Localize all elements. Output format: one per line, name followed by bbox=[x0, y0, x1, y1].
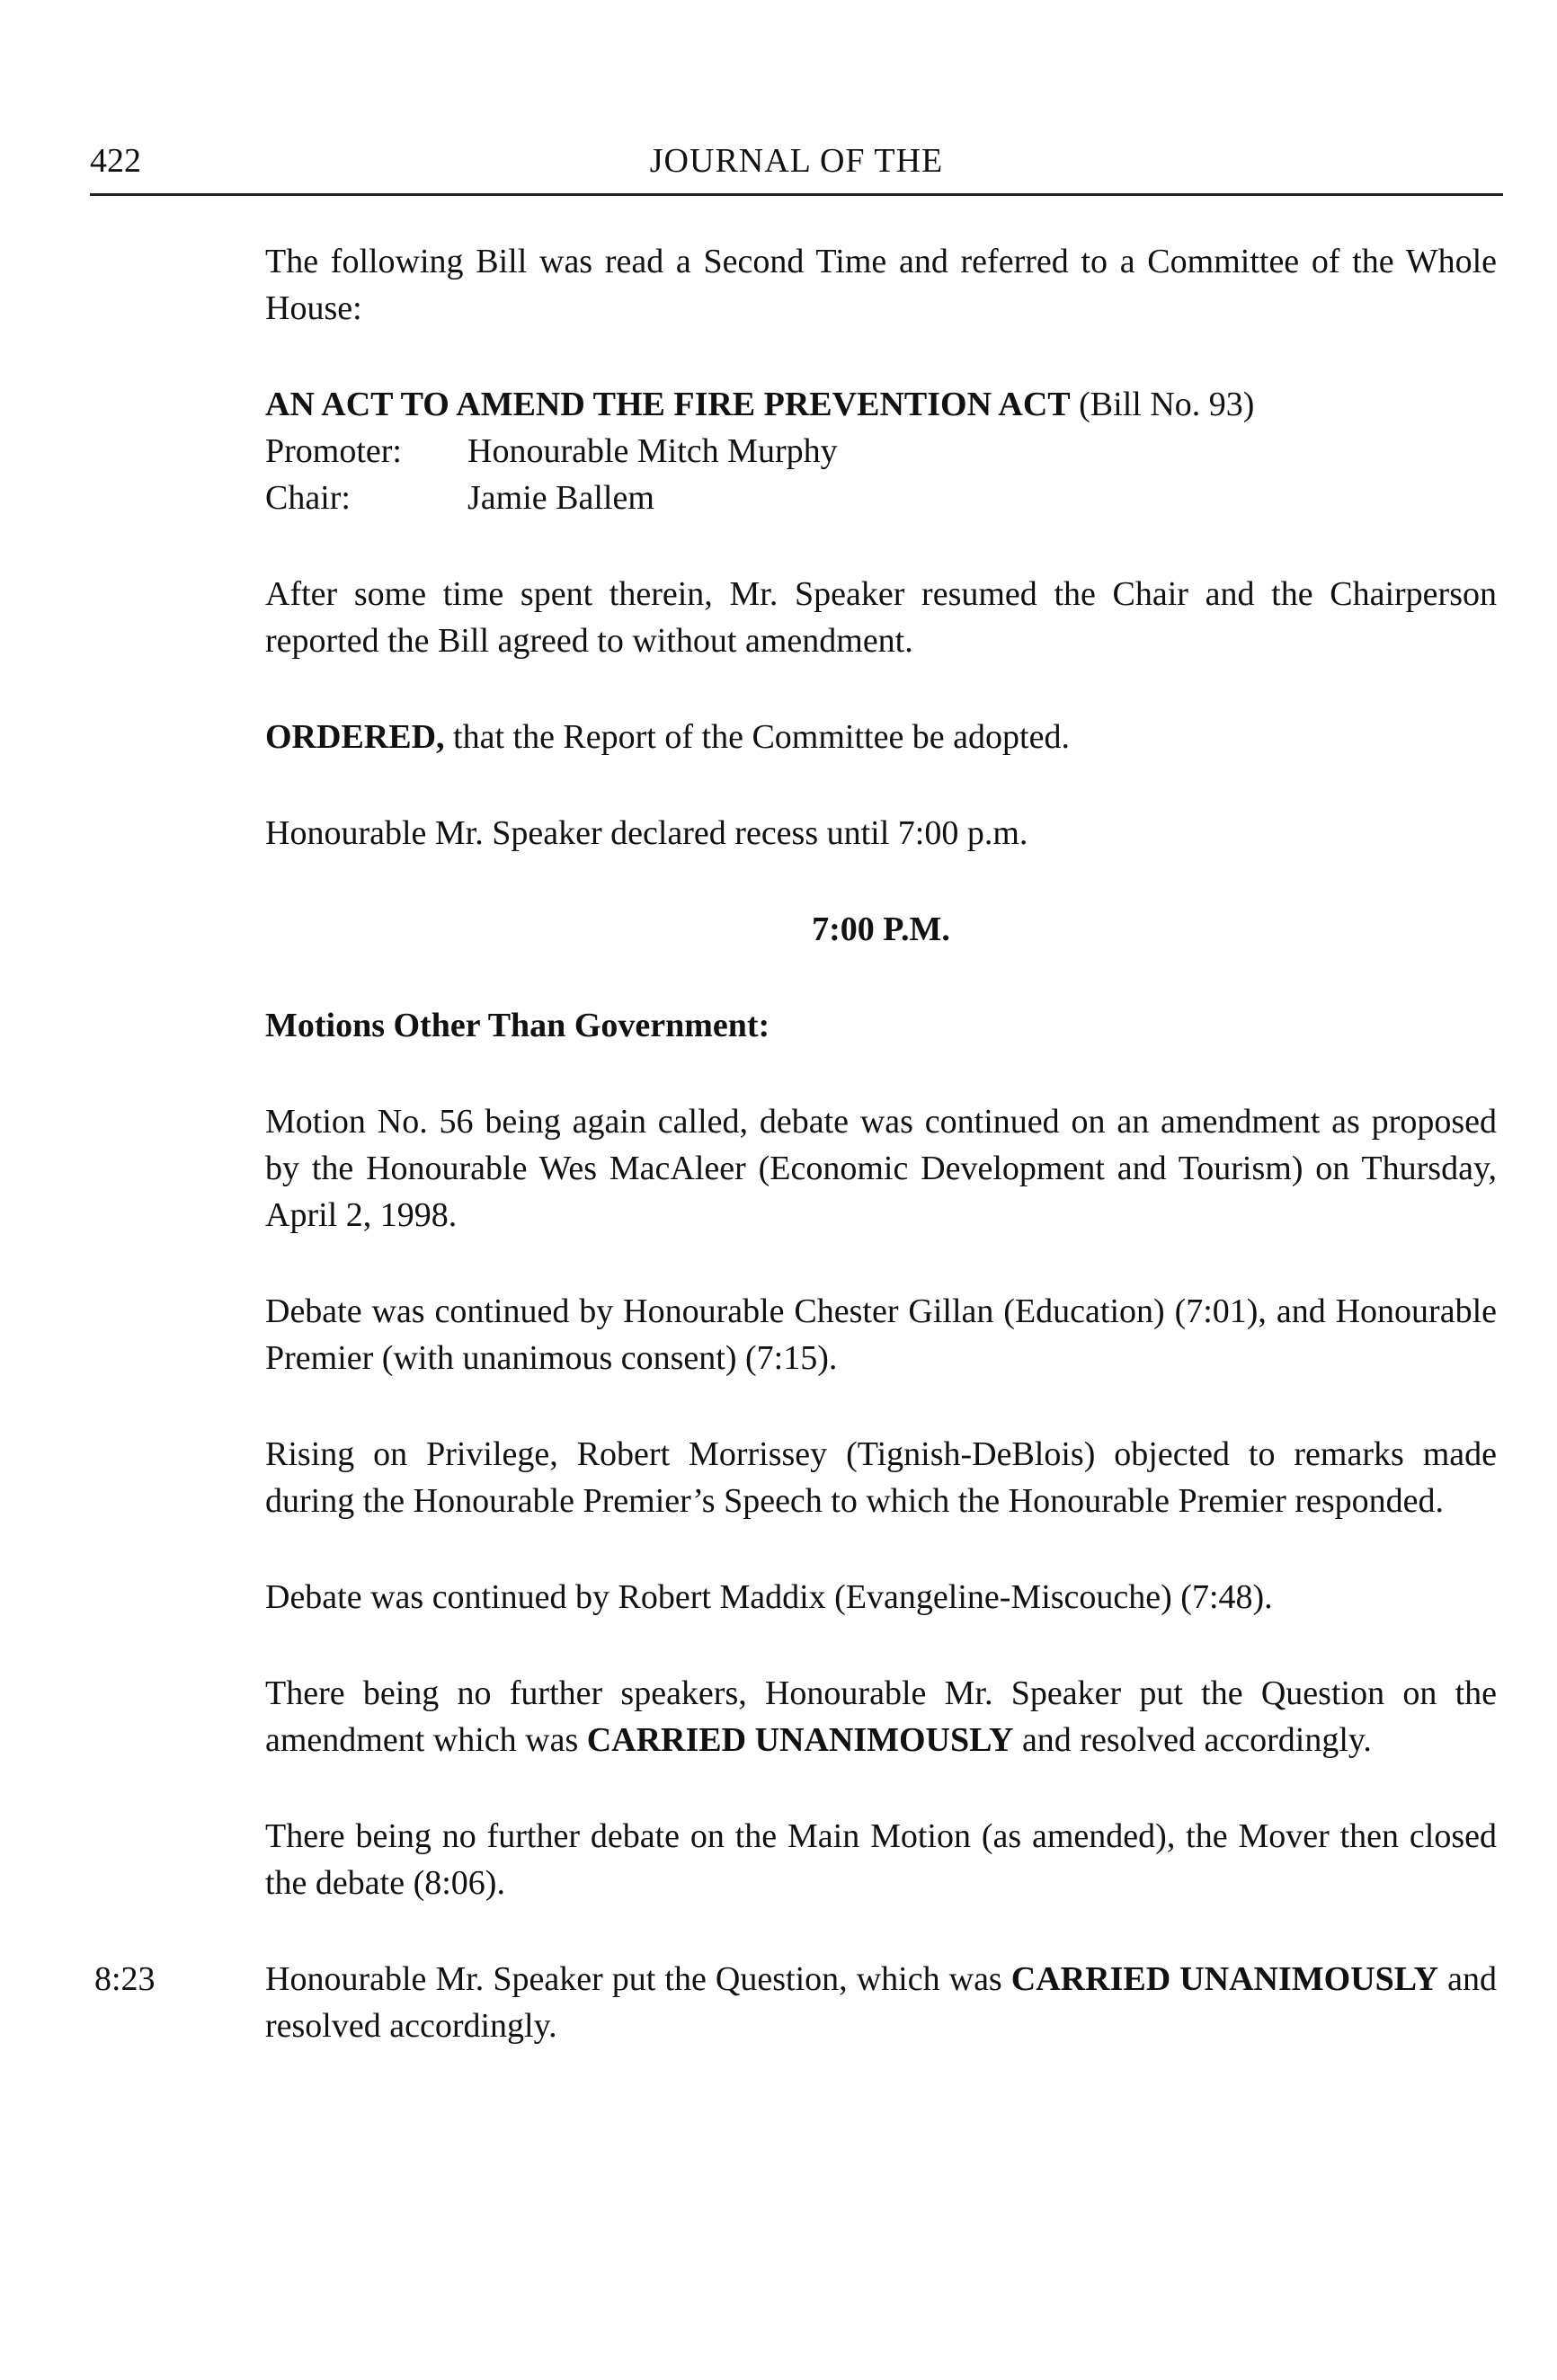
bill-referral-paragraph: The following Bill was read a Second Time and referred to a Committee of the Whole House: bbox=[265, 243, 1497, 327]
bill-number: (Bill No. 93) bbox=[1070, 386, 1255, 423]
committee-report-paragraph: After some time spent therein, Mr. Speaker resumed the Chair and the Chairperson reported the Bill agreed to without amendment. bbox=[265, 575, 1497, 660]
page-number: 422 bbox=[90, 142, 141, 180]
running-head: JOURNAL OF THE bbox=[649, 142, 944, 180]
amendment-text-before: There being no further speakers, Honourable Mr. Speaker put the Question on the amendment which was bbox=[265, 1674, 1497, 1759]
recess-paragraph: Honourable Mr. Speaker declared recess until 7:00 p.m. bbox=[265, 814, 1028, 852]
bill-block bbox=[265, 381, 1497, 521]
privilege-paragraph: Rising on Privilege, Robert Morrissey (Tignish-DeBlois) objected to remarks made during the Honourable Premier’s Speech to which the Honourable Premier responded. bbox=[265, 1435, 1497, 1520]
section-heading: Motions Other Than Government: bbox=[265, 1007, 770, 1044]
debate-continued-paragraph: Debate was continued by Honourable Chester Gillan (Education) (7:01), and Honourable Premier (with unanimous consent) (7:15). bbox=[265, 1292, 1497, 1377]
amendment-carried-paragraph bbox=[265, 1670, 1497, 1763]
ordered-keyword: ORDERED, bbox=[265, 718, 445, 756]
promoter-label: Promoter: bbox=[265, 432, 402, 470]
debate-maddix-paragraph: Debate was continued by Robert Maddix (Evangeline-Miscouche) (7:48). bbox=[265, 1578, 1273, 1616]
main-motion-text-before: Honourable Mr. Speaker put the Question, which was bbox=[265, 1960, 1011, 1998]
bill-title-line bbox=[265, 381, 1497, 428]
debate-closed-paragraph: There being no further debate on the Main Motion (as amended), the Mover then closed the debate (8:06). bbox=[265, 1817, 1497, 1902]
journal-body bbox=[94, 238, 1498, 2099]
promoter-row bbox=[265, 428, 1497, 475]
margin-time: 8:23 bbox=[94, 1960, 156, 1998]
time-heading: 7:00 P.M. bbox=[812, 910, 950, 948]
chair-value: Jamie Ballem bbox=[467, 479, 654, 517]
motion-paragraph: Motion No. 56 being again called, debate was continued on an amendment as proposed by the Honourable Wes MacAleer (Economic Development and Tourism) on Thursday, April 2, 1998. bbox=[265, 1103, 1497, 1234]
promoter-value: Honourable Mitch Murphy bbox=[467, 432, 838, 470]
main-motion-text-after: and resolved accordingly. bbox=[265, 1960, 1498, 2045]
main-motion-carried-paragraph bbox=[94, 1956, 1498, 2049]
chair-row bbox=[265, 475, 1497, 521]
chair-label: Chair: bbox=[265, 479, 351, 517]
ordered-text: that the Report of the Committee be adopted. bbox=[444, 718, 1070, 756]
amendment-text-after: and resolved accordingly. bbox=[1013, 1721, 1372, 1759]
ordered-paragraph bbox=[265, 714, 1497, 760]
page-header bbox=[90, 139, 1503, 196]
bill-title: AN ACT TO AMEND THE FIRE PREVENTION ACT bbox=[265, 386, 1071, 423]
amendment-carried-keyword: CARRIED UNANIMOUSLY bbox=[586, 1721, 1014, 1759]
main-motion-carried-keyword: CARRIED UNANIMOUSLY bbox=[1010, 1960, 1439, 1998]
